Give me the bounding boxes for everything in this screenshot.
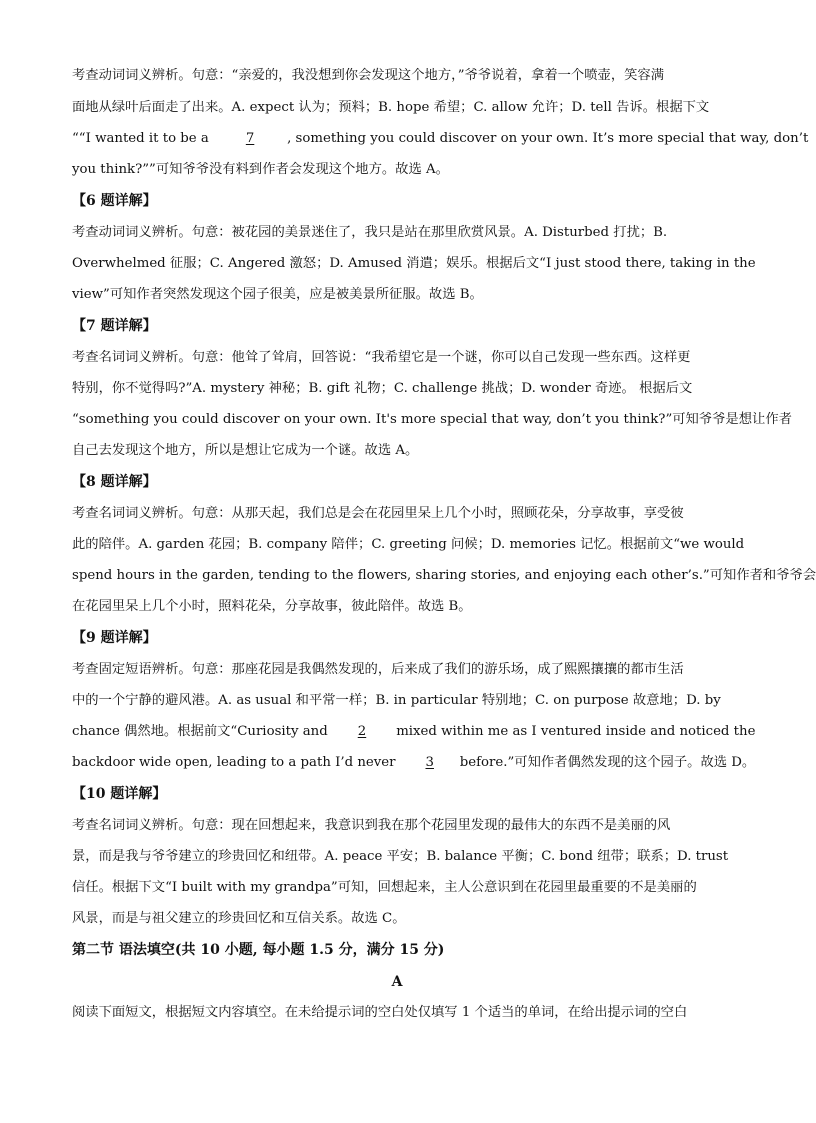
paragraph-line: Overwhelmed 征服；C. Angered 激怒；D. Amused 消遣；娱乐。根据后文“I just stood there, taking in the <box>72 256 756 271</box>
paragraph-line: view”可知作者突然发现这个园子很美，应是被美景所征服。故选 B。 <box>72 287 483 302</box>
text-segment: , something you could discover on your own. It’s more special that way, don’t <box>287 131 809 146</box>
paragraph-line: 信任。根据下文“I built with my grandpa”可知，回想起来，主人公意识到在花园里最重要的不是美丽的 <box>72 880 697 895</box>
paragraph-line: 面地从绿叶后面走了出来。A. expect 认为；预料；B. hope 希望；C. allow 允许；D. tell 告诉。根据下文 <box>72 100 710 115</box>
question-9-header: 【9 题详解】 <box>72 630 157 646</box>
question-7-header: 【7 题详解】 <box>72 318 157 334</box>
paragraph-line <box>72 753 756 773</box>
paragraph-line: 在花园里呆上几个小时，照料花朵，分享故事，彼此陪伴。故选 B。 <box>72 599 472 614</box>
blank-7: 7 <box>245 131 255 146</box>
text-segment: backdoor wide open, leading to a path I’d never <box>72 755 400 770</box>
paragraph-line: “something you could discover on your own. It's more special that way, don’t you think?”可知爷爷是想让作者 <box>72 412 792 427</box>
paragraph-line: 特别，你不觉得吗?”A. mystery 神秘；B. gift 礼物；C. challenge 挑战；D. wonder 奇迹。 根据后文 <box>72 381 693 396</box>
paragraph-line: 考查名词词义辨析。句意：现在回想起来，我意识到我在那个花园里发现的最伟大的东西不是美丽的风 <box>72 818 671 833</box>
paragraph-line: spend hours in the garden, tending to the flowers, sharing stories, and enjoying each other’s.”可知作者和爷爷会 <box>72 568 816 583</box>
part-label: A <box>391 974 403 990</box>
text-segment: ““I wanted it to be a <box>72 131 214 146</box>
blank-3: 3 <box>425 755 434 770</box>
paragraph-line <box>72 129 809 149</box>
text-segment: before.”可知作者偶然发现的这个园子。故选 D。 <box>459 755 756 770</box>
blank-2: 2 <box>357 724 367 739</box>
paragraph-line: 此的陪伴。A. garden 花园；B. company 陪伴；C. greeting 问候；D. memories 记忆。根据前文“we would <box>72 537 745 552</box>
paragraph-line: 考查动词词义辨析。句意：“亲爱的，我没想到你会发现这个地方，”爷爷说着，拿着一个喷壶，笑容满 <box>72 68 665 83</box>
paragraph-line: 风景，而是与祖父建立的珍贵回忆和互信关系。故选 C。 <box>72 911 406 926</box>
text-segment: chance 偶然地。根据前文“Curiosity and <box>72 724 332 739</box>
text-segment: mixed within me as I ventured inside and noticed the <box>391 724 756 739</box>
paragraph-line: 景，而是我与爷爷建立的珍贵回忆和纽带。A. peace 平安；B. balance 平衡；C. bond 纽带；联系；D. trust <box>72 849 729 864</box>
paragraph-line: 考查名词词义辨析。句意：从那天起，我们总是会在花园里呆上几个小时，照顾花朵，分享故事，享受彼 <box>72 506 684 521</box>
paragraph-line: 考查动词词义辨析。句意：被花园的美景迷住了，我只是站在那里欣赏风景。A. Disturbed 打扰；B. <box>72 225 668 240</box>
paragraph-line: 中的一个宁静的避风港。A. as usual 和平常一样；B. in particular 特别地；C. on purpose 故意地；D. by <box>72 693 721 708</box>
question-10-header: 【10 题详解】 <box>72 786 167 802</box>
paragraph-line: 考查名词词义辨析。句意：他耸了耸肩，回答说：“我希望它是一个谜，你可以自己发现一些东西。这样更 <box>72 350 691 365</box>
paragraph-line: you think?””可知爷爷没有料到作者会发现这个地方。故选 A。 <box>72 162 449 177</box>
question-8-header: 【8 题详解】 <box>72 474 157 490</box>
paragraph-line: 自己去发现这个地方，所以是想让它成为一个谜。故选 A。 <box>72 443 419 458</box>
section-instructions: 阅读下面短文，根据短文内容填空。在未给提示词的空白处仅填写 1 个适当的单词，在给出提示词的空白 <box>72 1005 688 1020</box>
question-6-header: 【6 题详解】 <box>72 193 157 209</box>
section-title: 第二节 语法填空(共 10 小题, 每小题 1.5 分，满分 15 分) <box>72 942 445 958</box>
paragraph-line <box>72 722 756 742</box>
paragraph-line: 考查固定短语辨析。句意：那座花园是我偶然发现的，后来成了我们的游乐场，成了熙熙攘攘的都市生活 <box>72 662 684 677</box>
